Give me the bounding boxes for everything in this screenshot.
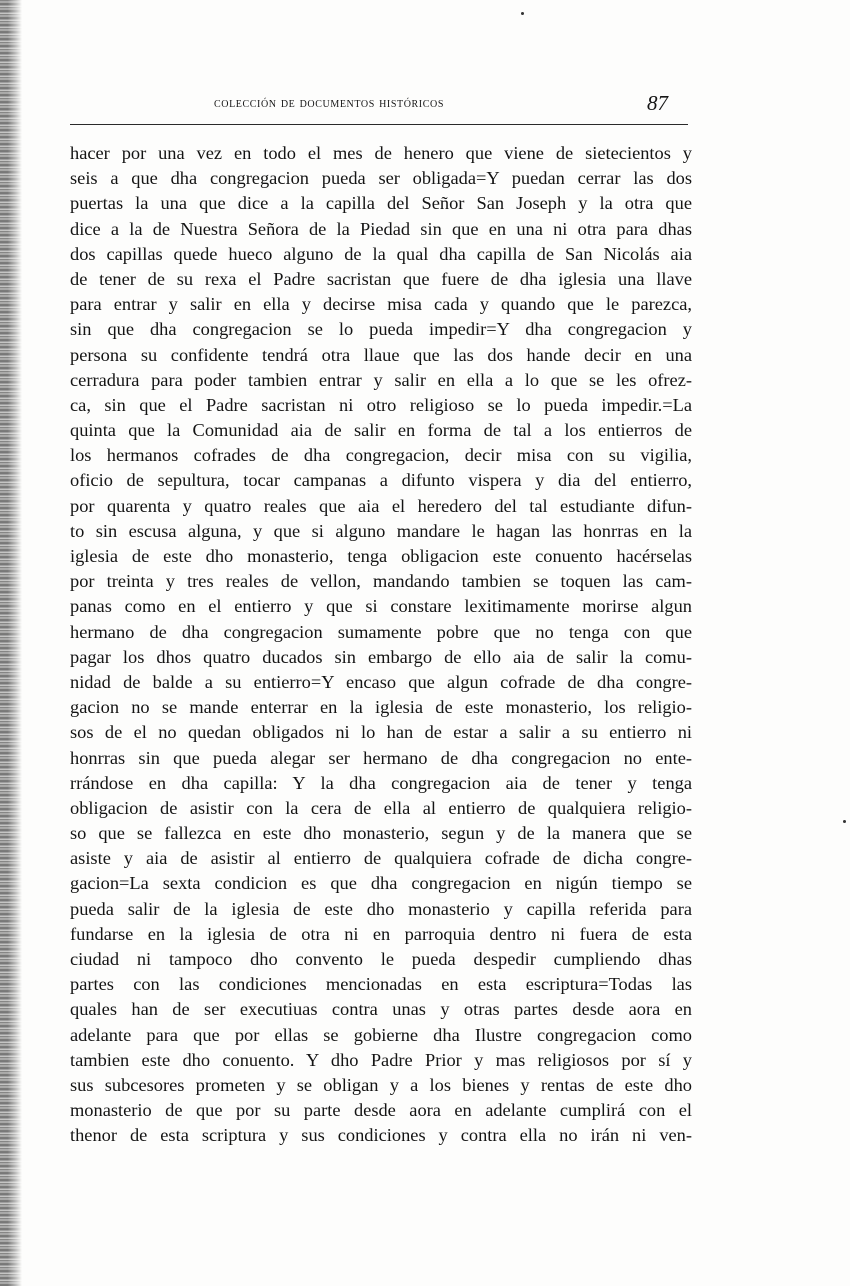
- text-line: por quarenta y quatro reales que aia el heredero del tal estudiante difun-: [70, 495, 692, 516]
- text-line: ciudad ni tampoco dho convento le pueda despedir cumpliendo dhas: [70, 949, 692, 969]
- text-line: hacer por una vez en todo el mes de henero que viene de sietecientos y: [70, 143, 692, 163]
- text-line: gacion no se mande enterrar en la iglesia de este monasterio, los religio-: [70, 697, 692, 718]
- text-line: gacion=La sexta condicion es que dha congregacion en nigún tiempo se: [70, 873, 692, 894]
- scan-speck: [521, 12, 524, 15]
- text-line: partes con las condiciones mencionadas en esta escriptura=Todas las: [70, 974, 692, 995]
- text-line: dice a la de Nuestra Señora de la Piedad sin que en una ni otra para dhas: [70, 218, 692, 239]
- text-line: honrras sin que pueda alegar ser hermano de dha congregacion no ente-: [70, 747, 692, 768]
- binding-edge: [0, 0, 22, 1286]
- text-line: thenor de esta scriptura y sus condiciones y contra ella no irán ni ven-: [70, 1125, 692, 1146]
- page-number: 87: [647, 91, 668, 115]
- running-title: colección de documentos históricos: [214, 95, 444, 111]
- body-text: [70, 141, 692, 1149]
- text-line: nidad de balde a su entierro=Y encaso que algun cofrade de dha congre-: [70, 671, 692, 692]
- text-line: ca, sin que el Padre sacristan ni otro religioso se lo pueda impedir.=La: [70, 394, 692, 415]
- text-line: dos capillas quede hueco alguno de la qual dha capilla de San Nicolás aia: [70, 243, 692, 264]
- text-line: asiste y aia de asistir al entierro de qualquiera cofrade de dicha congre-: [70, 848, 692, 869]
- running-head: [70, 91, 692, 123]
- text-line: hermano de dha congregacion sumamente pobre que no tenga con que: [70, 621, 692, 642]
- text-line: seis a que dha congregacion pueda ser obligada=Y puedan cerrar las dos: [70, 168, 692, 189]
- text-line: iglesia de este dho monasterio, tenga obligacion este conuento hacérselas: [70, 546, 692, 566]
- text-line: to sin escusa alguna, y que si alguno mandare le hagan las honrras en la: [70, 520, 692, 541]
- text-line: adelante para que por ellas se gobierne dha Ilustre congregacion como: [70, 1024, 692, 1045]
- text-line: pueda salir de la iglesia de este dho monasterio y capilla referida para: [70, 898, 692, 919]
- text-line: rrándose en dha capilla: Y la dha congregacion aia de tener y tenga: [70, 772, 692, 793]
- text-line: cerradura para poder tambien entrar y salir en ella a lo que se les ofrez-: [70, 369, 692, 390]
- text-line: sos de el no quedan obligados ni lo han de estar a salir a su entierro ni: [70, 722, 692, 743]
- text-line: pagar los dhos quatro ducados sin embargo de ello aia de salir la comu-: [70, 646, 692, 667]
- text-line: puertas la una que dice a la capilla del Señor San Joseph y la otra que: [70, 193, 692, 214]
- text-line: oficio de sepultura, tocar campanas a difunto vispera y dia del entierro,: [70, 470, 692, 491]
- text-line: quales han de ser executiuas contra unas y otras partes desde aora en: [70, 999, 692, 1020]
- text-line: panas como en el entierro y que si constare lexitimamente morirse algun: [70, 596, 692, 617]
- text-line: persona su confidente tendrá otra llaue que las dos hande decir en una: [70, 344, 692, 365]
- text-line: los hermanos cofrades de dha congregacion, decir misa con su vigilia,: [70, 445, 692, 466]
- header-rule: [70, 124, 688, 125]
- text-line: por treinta y tres reales de vellon, mandando tambien se toquen las cam-: [70, 571, 692, 592]
- text-line: tambien este dho conuento. Y dho Padre Prior y mas religiosos por sí y: [70, 1049, 692, 1070]
- text-line: para entrar y salir en ella y decirse misa cada y quando que le parezca,: [70, 294, 692, 315]
- text-line: obligacion de asistir con la cera de ella al entierro de qualquiera religio-: [70, 797, 692, 818]
- text-line: monasterio de que por su parte desde aora en adelante cumplirá con el: [70, 1100, 692, 1121]
- text-line: fundarse en la iglesia de otra ni en parroquia dentro ni fuera de esta: [70, 923, 692, 944]
- text-line: sus subcesores prometen y se obligan y a los bienes y rentas de este dho: [70, 1074, 692, 1095]
- text-line: de tener de su rexa el Padre sacristan que fuere de dha iglesia una llave: [70, 268, 692, 289]
- scan-speck: [843, 820, 846, 823]
- text-line: so que se fallezca en este dho monasterio, segun y de la manera que se: [70, 823, 692, 844]
- text-line: sin que dha congregacion se lo pueda impedir=Y dha congregacion y: [70, 319, 692, 340]
- text-line: quinta que la Comunidad aia de salir en forma de tal a los entierros de: [70, 420, 692, 441]
